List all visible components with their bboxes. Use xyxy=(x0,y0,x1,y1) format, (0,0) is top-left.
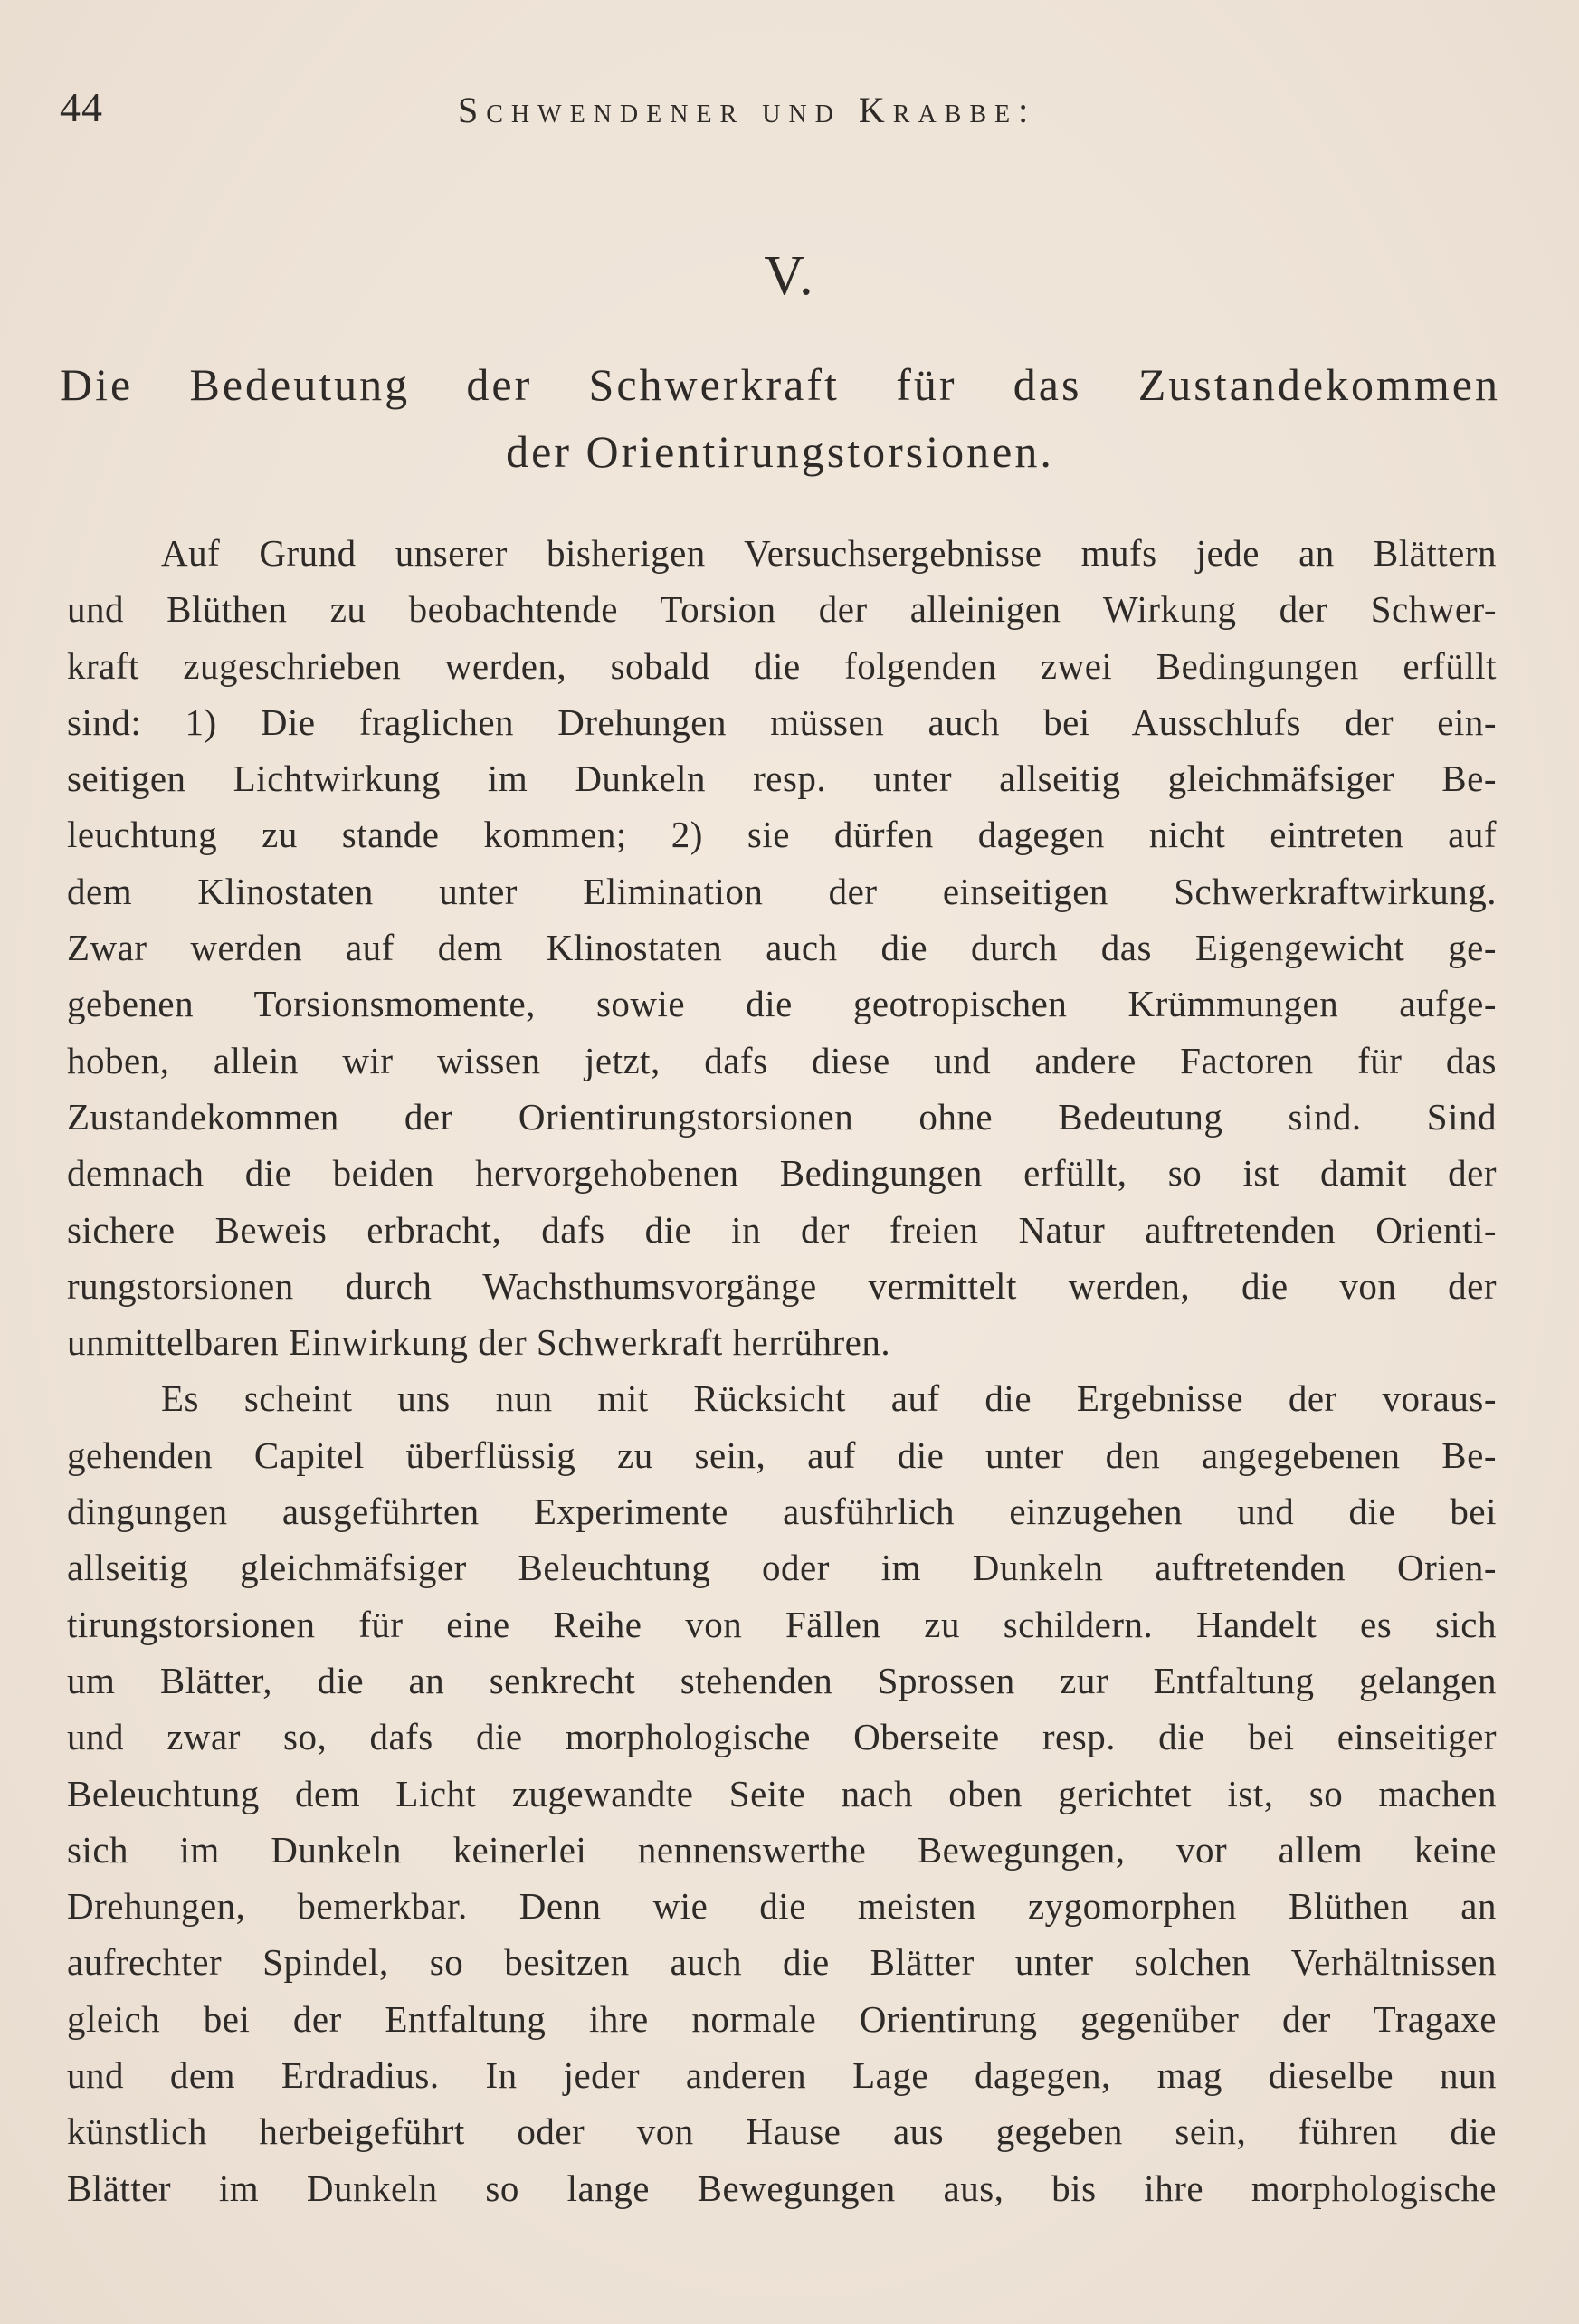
text-line: gebenen Torsionsmomente, sowie die geotropischen Krümmungen aufge- xyxy=(67,983,1497,1025)
text-line: sichere Beweis erbracht, dafs die in der freien Natur auftretenden Orienti- xyxy=(67,1208,1497,1251)
text-line: seitigen Lichtwirkung im Dunkeln resp. unter allseitig gleichmäfsiger Be- xyxy=(67,757,1497,800)
text-line: tirungstorsionen für eine Reihe von Fällen zu schildern. Handelt es sich xyxy=(67,1603,1497,1645)
text-line: sind: 1) Die fraglichen Drehungen müssen auch bei Ausschlufs der ein- xyxy=(67,700,1497,743)
text-line: und dem Erdradius. In jeder anderen Lage dagegen, mag dieselbe nun xyxy=(67,2054,1497,2097)
running-title: Schwendener und Krabbe: xyxy=(458,90,1037,130)
text-line: unmittelbaren Einwirkung der Schwerkraft herrühren. xyxy=(67,1321,891,1364)
paragraph-2 xyxy=(67,1370,1497,2215)
text-line: demnach die beiden hervorgehobenen Bedingungen erfüllt, so ist damit der xyxy=(67,1152,1497,1195)
text-line: Es scheint uns nun mit Rücksicht auf die Ergebnisse der voraus- xyxy=(161,1377,1497,1420)
chapter-title-line-2: der Orientirungstorsionen. xyxy=(506,426,1054,477)
text-line: gehenden Capitel überflüssig zu sein, auf die unter den angegebenen Be- xyxy=(67,1433,1497,1476)
text-line: hoben, allein wir wissen jetzt, dafs diese und andere Factoren für das xyxy=(67,1039,1497,1081)
chapter-title xyxy=(60,351,1500,485)
text-line: Drehungen, bemerkbar. Denn wie die meisten zygomorphen Blüthen an xyxy=(67,1885,1497,1928)
text-line: gleich bei der Entfaltung ihre normale Orientirung gegenüber der Tragaxe xyxy=(67,1997,1497,2040)
text-line: kraft zugeschrieben werden, sobald die folgenden zwei Bedingungen erfüllt xyxy=(67,644,1497,687)
page-number: 44 xyxy=(60,84,103,130)
text-line: künstlich herbeigeführt oder von Hause aus gegeben sein, führen die xyxy=(67,2110,1497,2153)
text-line: Auf Grund unserer bisherigen Versuchsergebnisse mufs jede an Blättern xyxy=(161,532,1497,574)
text-line: dem Klinostaten unter Elimination der einseitigen Schwerkraftwirkung. xyxy=(67,870,1497,912)
text-line: Blätter im Dunkeln so lange Bewegungen aus, bis ihre morphologische xyxy=(67,2167,1497,2209)
text-line: dingungen ausgeführten Experimente ausführlich einzugehen und die bei xyxy=(67,1491,1497,1533)
paragraph-1 xyxy=(67,525,1497,1370)
running-head xyxy=(60,83,1498,138)
text-line: Zwar werden auf dem Klinostaten auch die durch das Eigengewicht ge- xyxy=(67,927,1497,969)
text-line: Zustandekommen der Orientirungstorsionen ohne Bedeutung sind. Sind xyxy=(67,1095,1497,1138)
text-line: aufrechter Spindel, so besitzen auch die Blätter unter solchen Verhältnissen xyxy=(67,1941,1497,1984)
text-line: sich im Dunkeln keinerlei nennenswerthe Bewegungen, vor allem keine xyxy=(67,1828,1497,1871)
text-line: allseitig gleichmäfsiger Beleuchtung oder im Dunkeln auftretenden Orien- xyxy=(67,1547,1497,1589)
body-text xyxy=(67,525,1497,2216)
text-line: und Blüthen zu beobachtende Torsion der alleinigen Wirkung der Schwer- xyxy=(67,588,1497,631)
text-line: rungstorsionen durch Wachsthumsvorgänge vermittelt werden, die von der xyxy=(67,1264,1497,1307)
text-line: und zwar so, dafs die morphologische Oberseite resp. die bei einseitiger xyxy=(67,1716,1497,1758)
section-number: V. xyxy=(764,245,815,307)
text-line: Beleuchtung dem Licht zugewandte Seite nach oben gerichtet ist, so machen xyxy=(67,1772,1497,1814)
text-line: um Blätter, die an senkrecht stehenden Sprossen zur Entfaltung gelangen xyxy=(67,1659,1497,1701)
text-line: leuchtung zu stande kommen; 2) sie dürfen dagegen nicht eintreten auf xyxy=(67,814,1497,856)
chapter-title-line-1: Die Bedeutung der Schwerkraft für das Zustandekommen xyxy=(60,359,1500,410)
